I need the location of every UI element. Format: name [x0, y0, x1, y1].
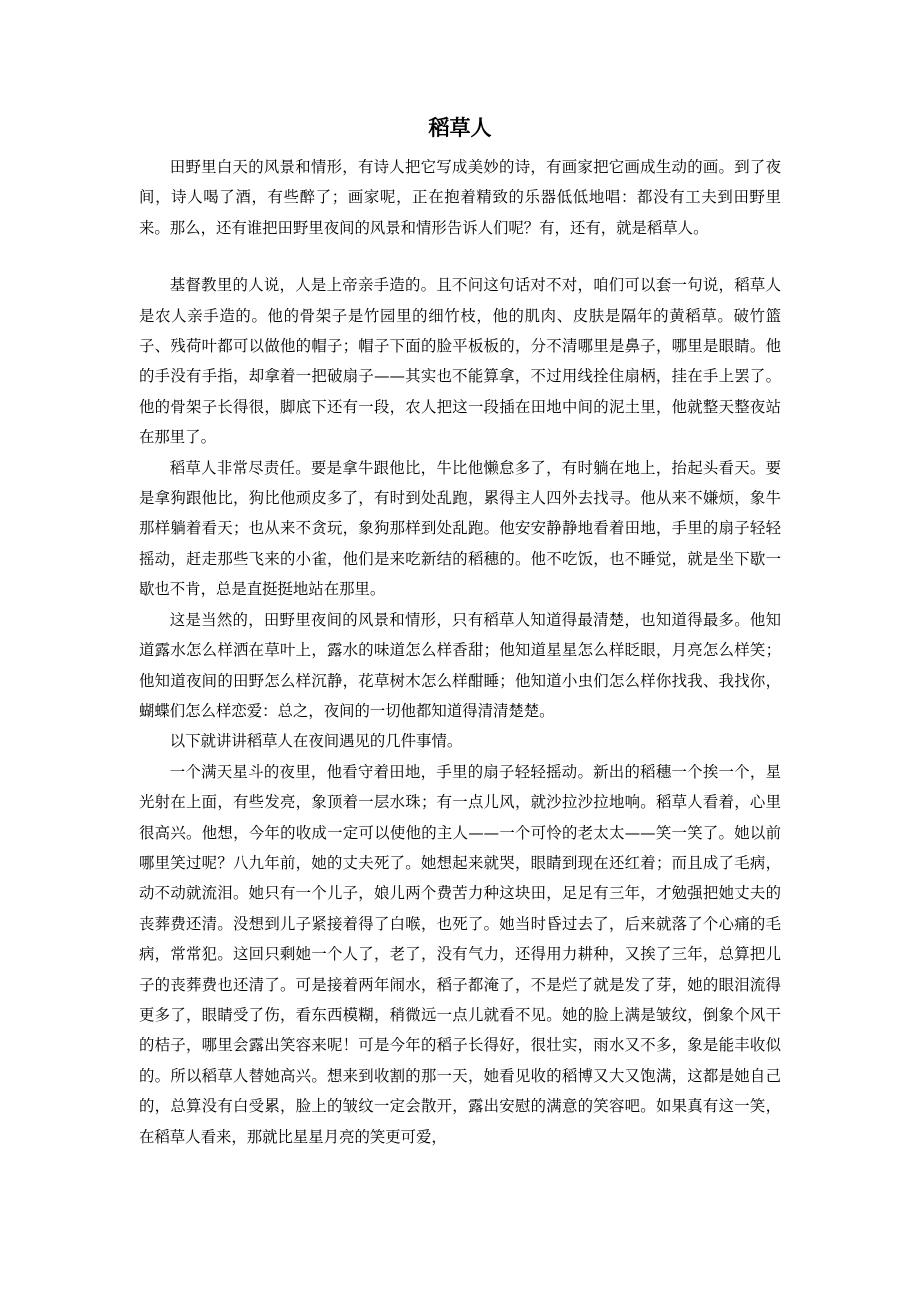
paragraph-creation: 基督教里的人说，人是上帝亲手造的。且不问这句话对不对，咱们可以套一句说，稻草人是农人亲手造的。他的骨架子是竹园里的细竹枝，他的肌肉、皮肤是隔年的黄稻草。破竹篮子、残荷叶都可以做他的帽子；帽子下面的脸平板板的，分不清哪里是鼻子，哪里是眼睛。他的手没有手指，却拿着一把破扇子——其实也不能算拿，不过用线拴住扇柄，挂在手上罢了。他的骨架子长得很，脚底下还有一段，农人把这一段插在田地中间的泥土里，他就整天整夜站在那里了。 [139, 276, 781, 447]
paragraph-night-knowledge: 这是当然的，田野里夜间的风景和情形，只有稻草人知道得最清楚，也知道得最多。他知道露水怎么样洒在草叶上，露水的味道怎么样香甜；他知道星星怎么样眨眼，月亮怎么样笑；他知道夜间的田野怎么样沉静，花草树木怎么样酣睡；他知道小虫们怎么样你找我、我找你，蝴蝶们怎么样恋爱：总之，夜间的一切他都知道得清清楚楚。 [139, 610, 781, 720]
document-title: 稻草人 [428, 115, 492, 140]
paragraph-intro: 田野里白天的风景和情形，有诗人把它写成美妙的诗，有画家把它画成生动的画。到了夜间，诗人喝了酒，有些醉了；画家呢，正在抱着精致的乐器低低地唱：都没有工夫到田野里来。那么，还有谁把田野里夜间的风景和情形告诉人们呢？有，还有，就是稻草人。 [139, 158, 781, 237]
document-body [139, 152, 781, 1152]
paragraph-transition: 以下就讲讲稻草人在夜间遇见的几件事情。 [169, 732, 463, 751]
paragraph-duty: 稻草人非常尽责任。要是拿牛跟他比，牛比他懒怠多了，有时躺在地上，抬起头看天。要是拿狗跟他比，狗比他顽皮多了，有时到处乱跑，累得主人四外去找寻。他从来不嫌烦，象牛那样躺着看天；也从来不贪玩，象狗那样到处乱跑。他安安静静地看着田地，手里的扇子轻轻摇动，赶走那些飞来的小雀，他们是来吃新结的稻穗的。他不吃饭，也不睡觉，就是坐下歇一歇也不肯，总是直挺挺地站在那里。 [139, 458, 781, 599]
paragraph-old-woman: 一个满天星斗的夜里，他看守着田地，手里的扇子轻轻摇动。新出的稻穗一个挨一个，星光射在上面，有些发亮，象顶着一层水珠；有一点儿风，就沙拉沙拉地响。稻草人看着，心里很高兴。他想，今年的收成一定可以使他的主人——一个可怜的老太太——笑一笑了。她以前哪里笑过呢？八九年前，她的丈夫死了。她想起来就哭，眼睛到现在还红着；而且成了毛病，动不动就流泪。她只有一个儿子，娘儿两个费苦力种这块田，足足有三年，才勉强把她丈夫的丧葬费还清。没想到儿子紧接着得了白喉，也死了。她当时昏过去了，后来就落了个心痛的毛病，常常犯。这回只剩她一个人了，老了，没有气力，还得用力耕种，又挨了三年，总算把儿子的丧葬费也还清了。可是接着两年闹水，稻子都淹了，不是烂了就是发了芽，她的眼泪流得更多了，眼睛受了伤，看东西模糊，稍微远一点儿就看不见。她的脸上满是皱纹，倒象个风干的桔子，哪里会露出笑容来呢！可是今年的稻子长得好，很壮实，雨水又不多，象是能丰收似的。所以稻草人替她高兴。想来到收割的那一天，她看见收的稻博又大又饱满，这都是她自己的，总算没有白受累，脸上的皱纹一定会散开，露出安慰的满意的笑容吧。如果真有这一笑，在稻草人看来，那就比星星月亮的笑更可爱， [139, 762, 781, 1146]
